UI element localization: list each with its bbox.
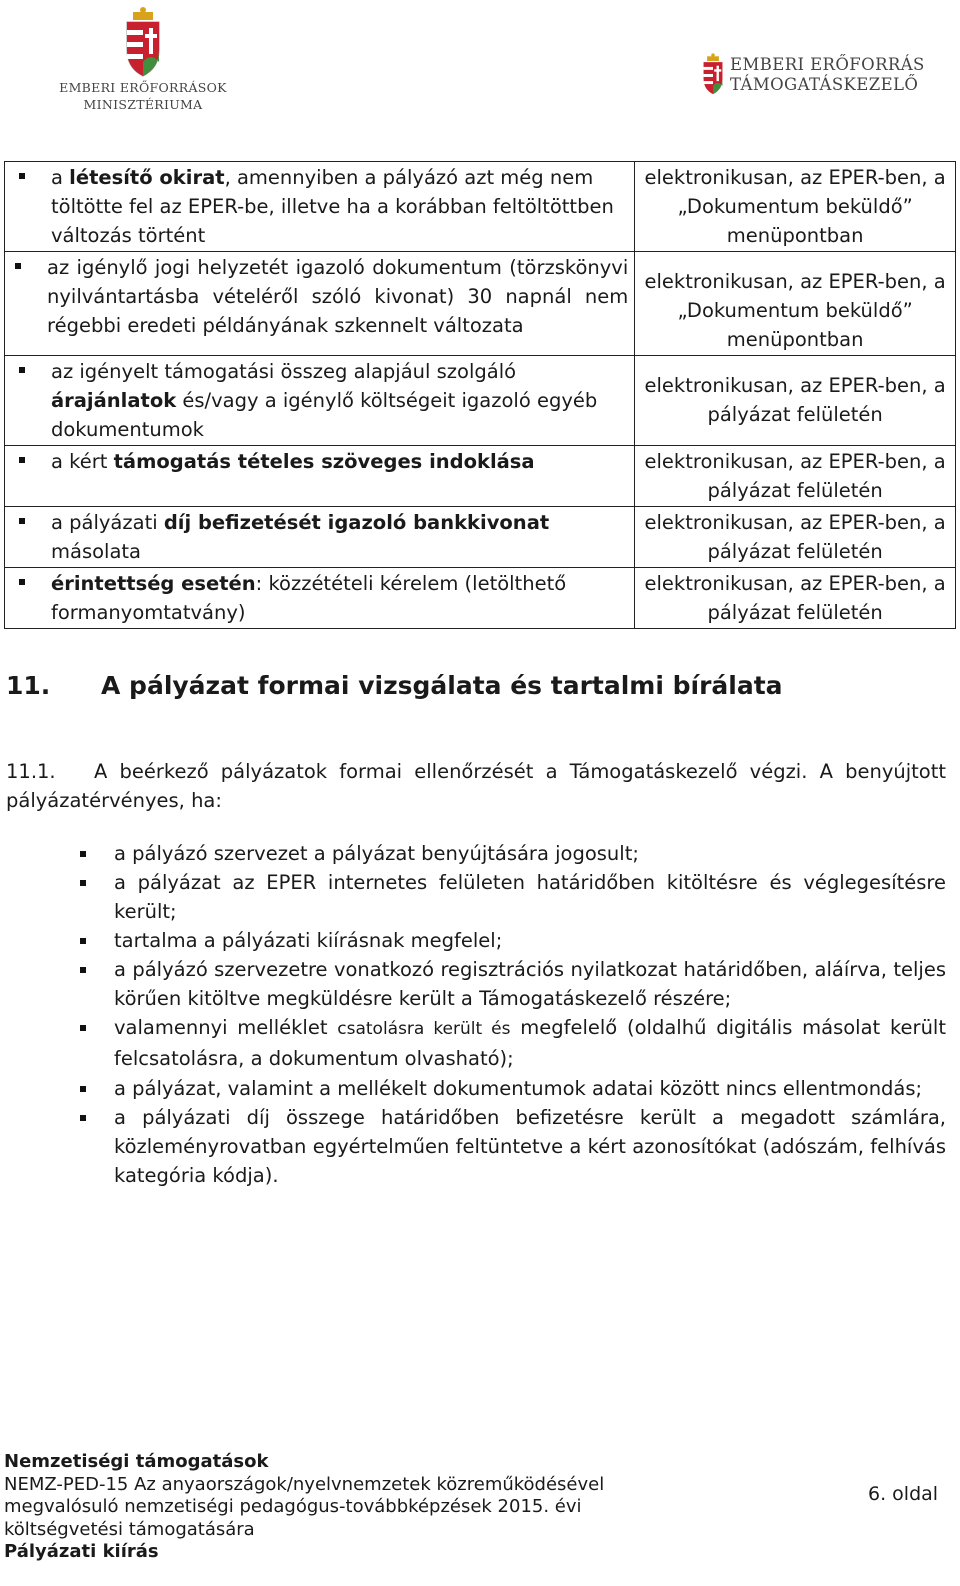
square-bullet-icon	[19, 518, 25, 524]
list-item	[80, 868, 946, 926]
section-title: A pályázat formai vizsgálata és tartalmi bírálata	[101, 671, 783, 700]
table-row	[5, 568, 956, 629]
agency-logo-line-2: TÁMOGATÁSKEZELŐ	[730, 75, 919, 94]
method-cell: elektronikusan, az EPER-ben, a „Dokumentum beküldő” menüpontban	[635, 162, 956, 252]
condition-text: a pályázati díj összege határidőben befizetésre került a megadott számlára, közleményrovatban egyértelműen feltüntetve a kért azonosítókat (adószám, felhívás kategória kódja).	[114, 1106, 946, 1187]
square-bullet-icon	[80, 851, 86, 857]
method-cell: elektronikusan, az EPER-ben, a pályázat felületén	[635, 507, 956, 568]
square-bullet-icon	[80, 1115, 86, 1121]
item-text: az igénylő jogi helyzetét igazoló dokumentum (törzskönyvi nyilvántartásba vételéről szóló kivonat) 30 napnál nem régebbi eredeti példányának szkennelt változata	[47, 256, 629, 337]
list-item	[80, 955, 946, 1013]
list-item	[17, 447, 628, 476]
condition-text: csatolásra került és	[337, 1019, 511, 1039]
condition-text: megfelelő (oldalhű digitális másolat került felcsatolásra, a dokumentum olvasható);	[114, 1016, 946, 1070]
document-cell	[5, 252, 635, 356]
method-cell: elektronikusan, az EPER-ben, a pályázat felületén	[635, 446, 956, 507]
square-bullet-icon	[15, 263, 21, 269]
item-bold-text: támogatás tételes szöveges indoklása	[113, 450, 535, 473]
footer-title: Nemzetiségi támogatások	[4, 1451, 269, 1472]
paragraph-number: 11.1.	[6, 760, 56, 783]
item-bold-text: árajánlatok	[51, 389, 177, 412]
agency-logo-text	[730, 55, 925, 95]
method-text: elektronikusan, az EPER-ben, a „Dokumentum beküldő” menüpontban	[644, 270, 946, 351]
square-bullet-icon	[80, 1025, 86, 1031]
required-documents-table	[4, 161, 956, 629]
list-item	[80, 926, 946, 955]
table-row	[5, 446, 956, 507]
item-bold-text: díj befizetését igazoló bankkivonat	[163, 511, 550, 534]
item-text: , amennyiben a pályázó azt még nem töltötte fel az EPER-be, illetve ha a korábban feltöltöttben változás történt	[51, 166, 614, 247]
table-row	[5, 356, 956, 446]
condition-text: a pályázat az EPER internetes felületen határidőben kitöltésre és véglegesítésre került;	[114, 871, 946, 923]
item-text: a kért	[51, 450, 114, 473]
condition-text: valamennyi melléklet	[114, 1016, 338, 1039]
list-item	[80, 1074, 946, 1103]
document-cell	[5, 568, 635, 629]
method-cell	[635, 252, 956, 356]
page-number: 6. oldal	[868, 1483, 939, 1505]
square-bullet-icon	[80, 880, 86, 886]
list-item	[17, 163, 628, 250]
item-text: a	[51, 166, 70, 189]
square-bullet-icon	[19, 367, 25, 373]
ministry-logo	[58, 6, 228, 112]
agency-logo	[700, 50, 940, 110]
agency-logo-line-1: EMBERI ERŐFORRÁS	[730, 55, 925, 74]
item-bold-text: érintettség esetén	[51, 572, 256, 595]
square-bullet-icon	[19, 173, 25, 179]
item-bold-text: létesítő okirat	[69, 166, 225, 189]
page-footer	[4, 1451, 664, 1564]
paragraph-11-1	[6, 757, 946, 815]
document-cell	[5, 446, 635, 507]
item-text: : közzétételi kérelem (letölthető formanyomtatvány)	[51, 572, 567, 624]
item-text: az igényelt támogatási összeg alapjául szolgáló	[51, 360, 517, 383]
table-row	[5, 252, 956, 356]
list-item	[17, 569, 628, 627]
item-text: másolata	[51, 540, 141, 563]
document-cell	[5, 356, 635, 446]
coat-of-arms-icon	[121, 6, 165, 78]
table-row	[5, 162, 956, 252]
document-cell	[5, 507, 635, 568]
footer-description: NEMZ-PED-15 Az anyaországok/nyelvnemzetek közreműködésével megvalósuló nemzetiségi pedagógus-továbbképzések 2015. évi költségvetési támogatására	[4, 1473, 605, 1540]
method-cell	[635, 356, 956, 446]
square-bullet-icon	[19, 579, 25, 585]
coat-of-arms-icon	[700, 50, 726, 98]
square-bullet-icon	[80, 938, 86, 944]
item-text: a pályázati	[51, 511, 164, 534]
item-text: és/vagy a igénylő költségeit igazoló egyéb dokumentumok	[51, 389, 598, 441]
validity-conditions-list	[80, 839, 946, 1190]
method-text: elektronikusan, az EPER-ben, a pályázat felületén	[644, 374, 946, 426]
document-cell	[5, 162, 635, 252]
list-item	[17, 357, 628, 444]
list-item	[80, 1013, 946, 1074]
list-item	[80, 839, 946, 868]
table-row	[5, 507, 956, 568]
list-item	[13, 253, 628, 340]
ministry-logo-line-1: EMBERI ERŐFORRÁSOK	[59, 80, 227, 95]
list-item	[80, 1103, 946, 1190]
section-heading	[6, 670, 783, 702]
square-bullet-icon	[80, 967, 86, 973]
square-bullet-icon	[19, 457, 25, 463]
condition-text: a pályázó szervezetre vonatkozó regisztrációs nyilatkozat határidőben, aláírva, teljes körűen kitöltve megküldésre került a Támogatáskezelő részére;	[114, 958, 946, 1010]
footer-document-type: Pályázati kiírás	[4, 1541, 159, 1562]
condition-text: tartalma a pályázati kiírásnak megfelel;	[114, 929, 503, 952]
ministry-logo-line-2: MINISZTÉRIUMA	[83, 97, 203, 112]
square-bullet-icon	[80, 1086, 86, 1092]
list-item	[17, 508, 628, 566]
section-number: 11.	[6, 671, 51, 700]
condition-text: a pályázat, valamint a mellékelt dokumentumok adatai között nincs ellentmondás;	[114, 1077, 923, 1100]
paragraph-text: A beérkező pályázatok formai ellenőrzését a Támogatáskezelő végzi. A benyújtott pályázatérvényes, ha:	[6, 760, 946, 812]
condition-text: a pályázó szervezet a pályázat benyújtására jogosult;	[114, 842, 639, 865]
method-cell: elektronikusan, az EPER-ben, a pályázat felületén	[635, 568, 956, 629]
